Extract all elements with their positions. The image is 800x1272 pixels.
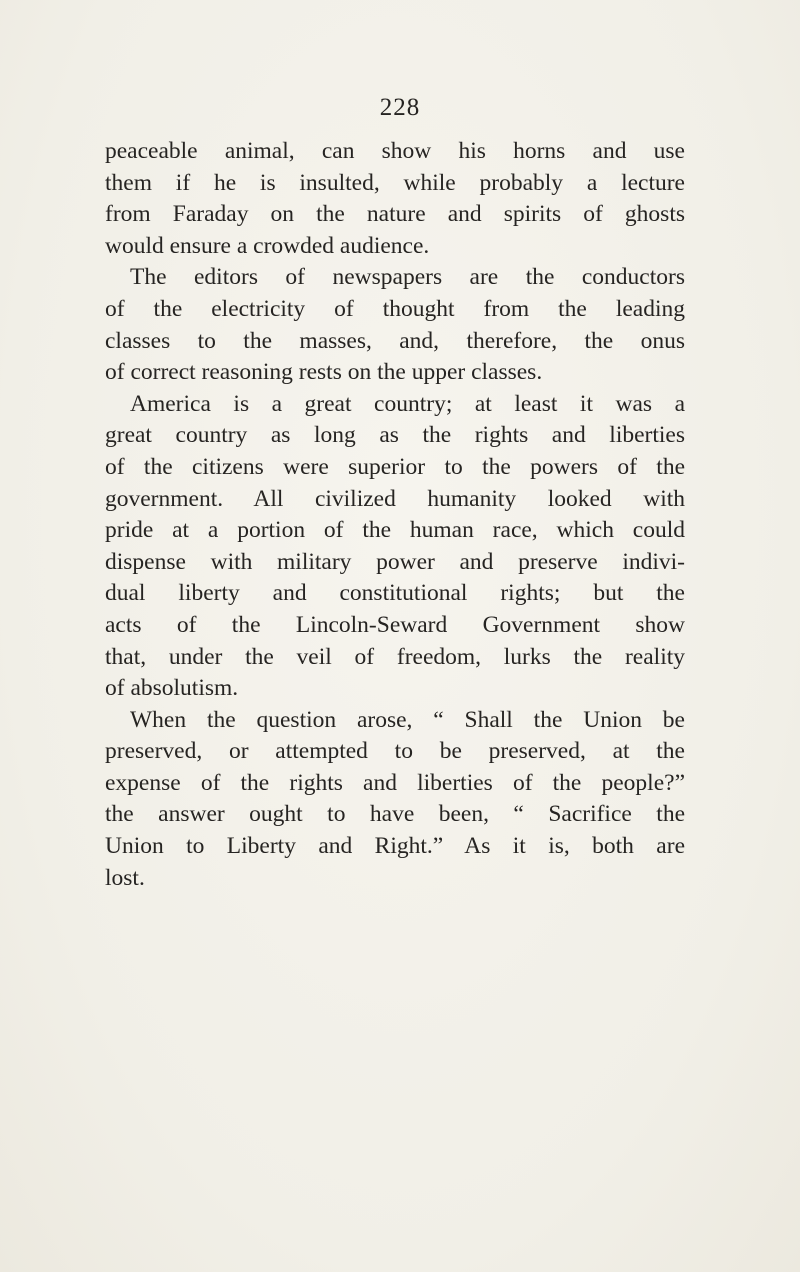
text-line: government. All civilized humanity looked with <box>105 485 685 512</box>
text-line: great country as long as the rights and liberties <box>105 422 685 449</box>
page-number: 228 <box>379 94 421 121</box>
text-line: lost. <box>105 864 145 891</box>
text-line: them if he is insulted, while probably a lecture <box>105 169 685 196</box>
text-line: pride at a portion of the human race, which could <box>105 517 685 544</box>
text-line: acts of the Lincoln-Seward Government show <box>105 611 685 638</box>
text-line: peaceable animal, can show his horns and use <box>105 138 685 164</box>
text-line: preserved, or attempted to be preserved, at the <box>105 738 685 765</box>
text-line: would ensure a crowded audience. <box>105 232 430 259</box>
text-line: The editors of newspapers are the conductors <box>130 264 685 291</box>
text-line: of absolutism. <box>105 675 239 702</box>
text-line: that, under the veil of freedom, lurks the reality <box>105 643 685 670</box>
body-text <box>105 136 685 894</box>
text-line: When the question arose, “ Shall the Union be <box>130 706 685 733</box>
text-line: America is a great country; at least it was a <box>130 390 685 417</box>
text-line: the answer ought to have been, “ Sacrifice the <box>105 801 685 828</box>
text-line: of the electricity of thought from the leading <box>105 295 685 322</box>
text-line: dispense with military power and preserve indivi- <box>105 548 685 575</box>
text-line: expense of the rights and liberties of the people?” <box>105 769 685 796</box>
text-line: of correct reasoning rests on the upper classes. <box>105 359 543 386</box>
text-line: dual liberty and constitutional rights; but the <box>105 580 685 607</box>
text-line: of the citizens were superior to the powers of the <box>105 453 685 480</box>
text-line: Union to Liberty and Right.” As it is, both are <box>105 833 685 860</box>
text-line: from Faraday on the nature and spirits of ghosts <box>105 201 685 228</box>
text-line: classes to the masses, and, therefore, the onus <box>105 327 685 354</box>
